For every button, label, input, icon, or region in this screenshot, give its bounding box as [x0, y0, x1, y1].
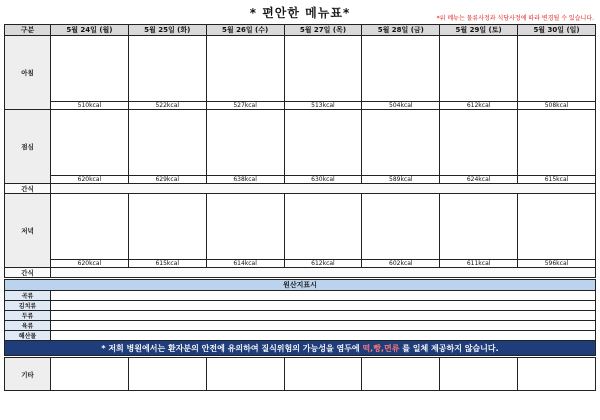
- other-cell: [440, 358, 518, 391]
- snack-label: 간식: [5, 184, 51, 194]
- origin-label: 해산물: [5, 331, 51, 341]
- menu-cell: [440, 36, 518, 102]
- menu-cell: [206, 194, 284, 260]
- menu-cell: [51, 36, 129, 102]
- kcal-value: 527kcal: [206, 102, 284, 110]
- kcal-value: 612kcal: [284, 260, 362, 268]
- day-header: 5월 24일 (월): [51, 25, 129, 36]
- origin-title: 원산지표시: [5, 280, 596, 291]
- menu-cell: [284, 194, 362, 260]
- menu-cell: [362, 110, 440, 176]
- kcal-value: 614kcal: [206, 260, 284, 268]
- kcal-value: 522kcal: [128, 102, 206, 110]
- other-label: 기타: [5, 358, 51, 391]
- origin-value: [51, 331, 596, 341]
- menu-cell: [206, 36, 284, 102]
- title-row: [4, 2, 596, 24]
- menu-cell: [284, 110, 362, 176]
- menu-cell: [206, 110, 284, 176]
- change-notice: *위 메뉴는 물류사정과 식당사정에 따라 변경될 수 있습니다.: [436, 15, 594, 22]
- other-table: [4, 357, 596, 391]
- kcal-value: 612kcal: [440, 102, 518, 110]
- kcal-value: 630kcal: [284, 176, 362, 184]
- day-header: 5월 28일 (금): [362, 25, 440, 36]
- weekly-menu-table: [4, 24, 596, 278]
- kcal-value: 596kcal: [518, 260, 596, 268]
- kcal-value: 589kcal: [362, 176, 440, 184]
- other-cell: [518, 358, 596, 391]
- day-header: 5월 29일 (토): [440, 25, 518, 36]
- date-header-row: [5, 25, 596, 36]
- corner-cell: 구분: [5, 25, 51, 36]
- menu-cell: [51, 194, 129, 260]
- menu-cell: [518, 36, 596, 102]
- kcal-value: 504kcal: [362, 102, 440, 110]
- meal-label: 아침: [5, 36, 51, 110]
- menu-cell: [518, 110, 596, 176]
- menu-cell: [362, 36, 440, 102]
- banner-tail: 를 일체 제공하지 않습니다.: [402, 343, 499, 353]
- other-cell: [128, 358, 206, 391]
- banner-highlight: 떡,빵,면류: [362, 343, 400, 353]
- meal-label: 저녁: [5, 194, 51, 268]
- snack-cell: [51, 184, 596, 194]
- kcal-value: 510kcal: [51, 102, 129, 110]
- snack-cell: [51, 268, 596, 278]
- kcal-row: [5, 176, 596, 184]
- other-cell: [51, 358, 129, 391]
- menu-cell: [51, 110, 129, 176]
- other-cell: [362, 358, 440, 391]
- meal-label: 점심: [5, 110, 51, 184]
- menu-cell: [284, 36, 362, 102]
- origin-label: 김치류: [5, 301, 51, 311]
- kcal-value: 624kcal: [440, 176, 518, 184]
- kcal-value: 620kcal: [51, 176, 129, 184]
- menu-cell: [440, 194, 518, 260]
- menu-cell: [128, 194, 206, 260]
- origin-table: [4, 279, 596, 356]
- origin-value: [51, 321, 596, 331]
- origin-label: 육류: [5, 321, 51, 331]
- snack-row: [5, 184, 596, 194]
- meal-row-lunch: [5, 110, 596, 176]
- kcal-row: [5, 260, 596, 268]
- kcal-value: 602kcal: [362, 260, 440, 268]
- day-header: 5월 30일 (일): [518, 25, 596, 36]
- meal-row-dinner: [5, 194, 596, 260]
- menu-cell: [128, 110, 206, 176]
- day-header: 5월 26일 (수): [206, 25, 284, 36]
- menu-cell: [362, 194, 440, 260]
- kcal-row: [5, 102, 596, 110]
- kcal-value: 513kcal: [284, 102, 362, 110]
- kcal-value: 629kcal: [128, 176, 206, 184]
- safety-banner: [5, 341, 596, 356]
- menu-cell: [518, 194, 596, 260]
- origin-value: [51, 291, 596, 301]
- other-cell: [206, 358, 284, 391]
- day-header: 5월 25일 (화): [128, 25, 206, 36]
- origin-value: [51, 301, 596, 311]
- origin-label: 두류: [5, 311, 51, 321]
- snack-label: 간식: [5, 268, 51, 278]
- kcal-value: 508kcal: [518, 102, 596, 110]
- other-cell: [284, 358, 362, 391]
- banner-text: * 저희 병원에서는 환자분의 안전에 유의하여 질식위험의 가능성을 염두에: [101, 343, 360, 353]
- day-header: 5월 27일 (목): [284, 25, 362, 36]
- snack-row: [5, 268, 596, 278]
- menu-cell: [440, 110, 518, 176]
- kcal-value: 615kcal: [128, 260, 206, 268]
- kcal-value: 620kcal: [51, 260, 129, 268]
- menu-cell: [128, 36, 206, 102]
- kcal-value: 638kcal: [206, 176, 284, 184]
- meal-row-breakfast: [5, 36, 596, 102]
- page-title: * 편안한 메뉴표*: [249, 6, 351, 20]
- origin-value: [51, 311, 596, 321]
- origin-label: 곡류: [5, 291, 51, 301]
- kcal-value: 611kcal: [440, 260, 518, 268]
- kcal-value: 615kcal: [518, 176, 596, 184]
